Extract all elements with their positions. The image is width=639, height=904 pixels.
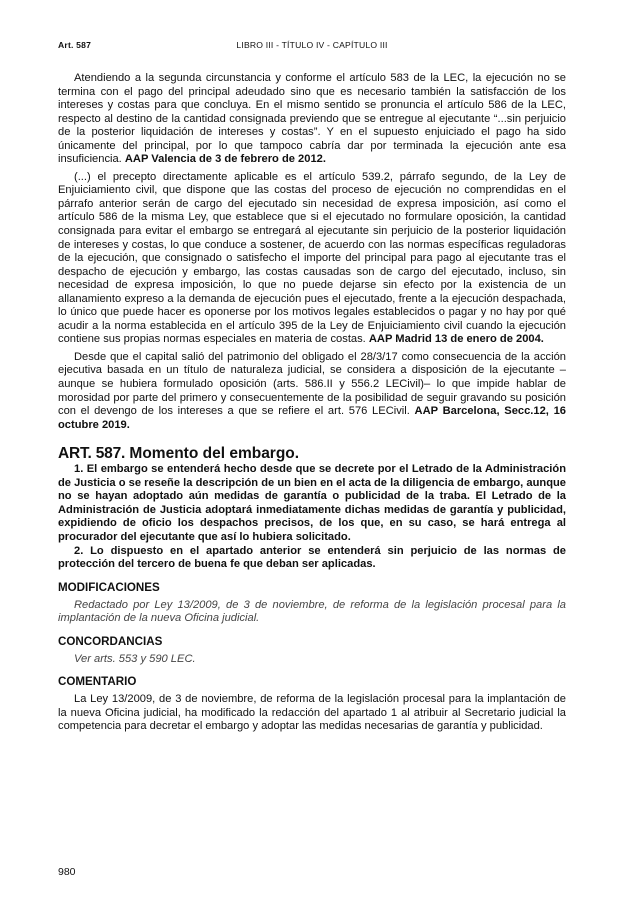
article-clause-1: 1. El embargo se entenderá hecho desde que se decrete por el Letrado de la Administración de Justicia o se reseñe la descripción de un bien en el acta de la diligencia de embargo, aunque no se hayan adoptado aún medidas de garantía o publicidad de la traba. El Letrado de la Administración de Justicia adoptará inmediatamente dichas medidas de garantía y publicidad, expidiendo de oficio los despachos precisos, de los que, en su caso, se hará entrega al procurador del ejecutante que así lo hubiera solicitado. — [58, 463, 566, 543]
header-article-ref: Art. 587 — [58, 40, 92, 50]
article-number: ART. 587. — [58, 445, 126, 463]
running-header — [58, 40, 566, 54]
comentario-heading: COMENTARIO — [58, 675, 137, 689]
page-number: 980 — [58, 866, 76, 878]
comentario-text: La Ley 13/2009, de 3 de noviembre, de reforma de la legislación procesal para la implantación de la nueva Oficina judicial, ha modificado la redacción del apartado 1 al atribuir al Secretario judicial la competencia para decretar el embargo y adoptar las medidas necesarias de garantía y publicidad. — [58, 693, 566, 733]
case-citation: AAP Barcelona, Secc.12, 16 octubre 2019. — [58, 405, 566, 431]
article-heading — [58, 445, 566, 463]
paragraph-text: Atendiendo a la segunda circunstancia y conforme el artículo 583 de la LEC, la ejecución no se termina con el pago del principal adeudado sino que es necesario también la satisfacción de los intereses y costas para que concluya. En el mismo sentido se pronuncia el artículo 586 de la LEC, respecto al destino de la cantidad consignada previendo que se entregue al ejecutante “...sin perjuicio de la posterior liquidación de intereses y costas”. Y en el supuesto enjuiciado el pago ha sido únicamente del principal, por lo que tampoco cabría dar por terminada la ejecución ante esa insuficiencia. — [58, 72, 566, 166]
paragraph-1 — [58, 72, 566, 167]
modificaciones-text: Redactado por Ley 13/2009, de 3 de noviembre, de reforma de la legislación procesal para la implantación de la nueva Oficina judicial. — [58, 598, 566, 625]
article-clause-2: 2. Lo dispuesto en el apartado anterior se entenderá sin perjuicio de las normas de protección del tercero de buena fe que deban ser aplicadas. — [58, 544, 566, 571]
paragraph-3 — [58, 351, 566, 432]
article-body — [58, 463, 566, 571]
modificaciones-heading: MODIFICACIONES — [58, 580, 160, 594]
case-citation: AAP Madrid 13 de enero de 2004. — [368, 333, 544, 346]
case-citation: AAP Valencia de 3 de febrero de 2012. — [124, 153, 326, 166]
header-running-title: LIBRO III - TÍTULO IV - CAPÍTULO III — [236, 40, 388, 50]
comentario-body — [58, 693, 566, 734]
concordancias-text: Ver arts. 553 y 590 LEC. — [74, 652, 196, 665]
paragraph-text: (...) el precepto directamente aplicable es el artículo 539.2, párrafo segundo, de la Ley de Enjuiciamiento civil, que dispone que las costas del proceso de ejecución no comprendidas en el párrafo anterior serán de cargo del ejecutado sin necesidad de expresa imposición, así como el artículo 586 de la misma Ley, que establece que si el ejecutado no formulare oposición, la cantidad consignada para evitar el embargo se entregará al ejecutante sin perjuicio de la posterior liquidación de intereses y costas, lo que conduce a sostener, de acuerdo con las normas específicas reguladoras de la ejecución, que consignado o satisfecho el importe del principal para pago al ejecutante tras el despacho de ejecución y embargo, las costas causadas son de cargo del ejecutado, incluso, sin necesidad de expresa imposición, lo que no puede dejarse sin efecto por la existencia de un allanamiento expreso a la demanda de ejecución pues el ejecutado, frente a la ejecución despachada, lo único que puede hacer es oponerse por los motivos legales establecidos o pagar y no hay por qué acudir a la norma establecida en el artículo 395 de la Ley de Enjuiciamiento civil cuando la ejecución contiene sus propias normas especiales en materia de costas. — [58, 170, 566, 346]
paragraph-2 — [58, 171, 566, 347]
page-body — [58, 72, 566, 734]
paragraph-text: Desde que el capital salió del patrimonio del obligado el 28/3/17 como consecuencia de la acción ejecutiva basada en un título de naturaleza judicial, se considera a disposición de la ejecutante –aunque se hubiera formulado oposición (arts. 586.II y 556.2 LECivil)– lo que impide hablar de morosidad por parte del primero y consecuentemente de la posibilidad de seguir gravando su posición con el devengo de los intereses a que se refiere el art. 576 LECivil. — [58, 350, 566, 418]
concordancias-heading: CONCORDANCIAS — [58, 634, 163, 648]
article-title: Momento del embargo. — [125, 445, 300, 463]
